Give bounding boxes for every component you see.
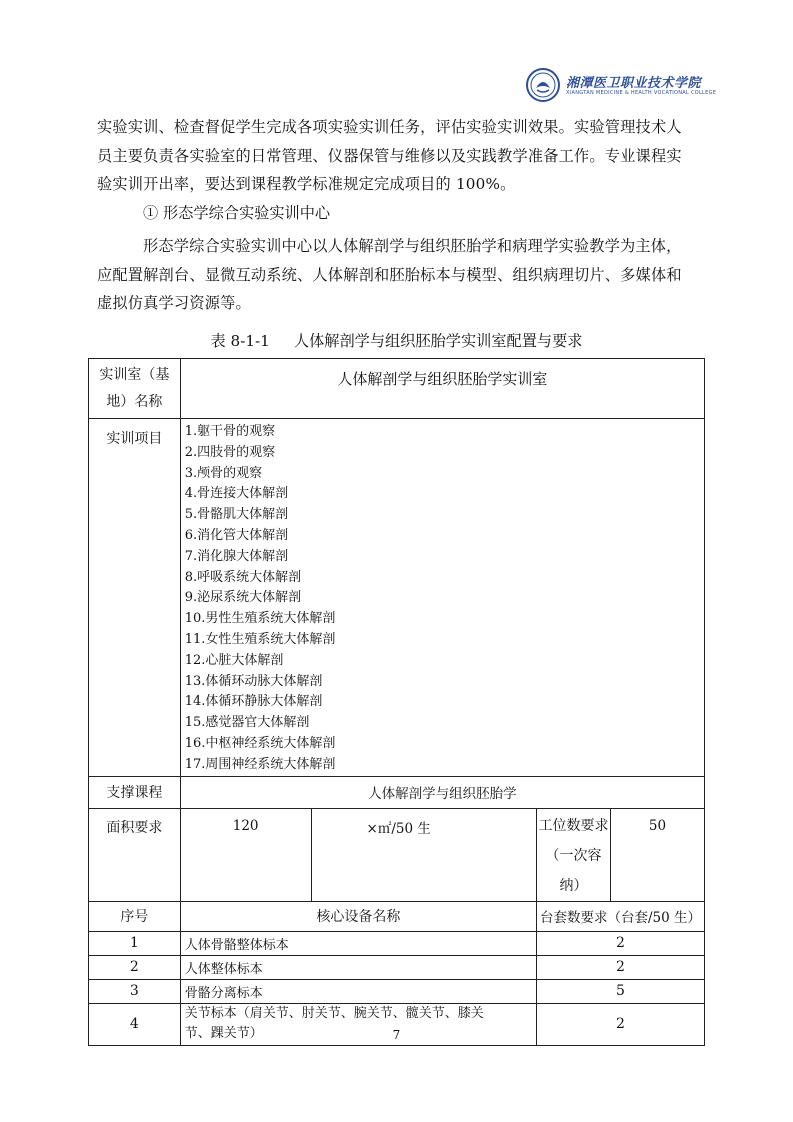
col-count-label: 台套数要求（台套/50 生） [539,910,701,927]
support-course-cell [180,776,704,808]
count-cell: 2 [536,931,704,955]
support-label: 支撑课程 [106,785,163,802]
station-label-line: 工位数要求 [538,817,609,834]
project-item: 4.骨连接大体解剖 [184,486,289,502]
table-row [89,955,705,979]
project-item: 16.中枢神经系统大体解剖 [184,735,336,751]
project-item: 15.感觉器官大体解剖 [184,715,310,731]
logo-subtext: XIANGTAN MEDICINE & HEALTH VOCATIONAL COLLEGE [566,90,717,96]
college-emblem-icon [526,68,560,102]
project-item: 12.心脏大体解剖 [184,652,284,668]
project-item: 5.骨骼肌大体解剖 [184,507,289,523]
area-label: 面积要求 [106,819,163,836]
count-cell: 5 [536,979,704,1003]
seq-cell: 1 [89,931,181,955]
support-course: 人体解剖学与组织胚胎学 [368,786,517,803]
seq-cell: 3 [89,979,181,1003]
col-equipment-header [180,901,536,931]
equipment-name-cell: 骨骼分离标本 [180,979,536,1003]
seq-cell: 4 [89,1003,181,1045]
equipment-name-cell: 人体整体标本 [180,955,536,979]
project-item: 6.消化管大体解剖 [184,527,289,543]
college-logo [526,68,717,104]
project-item: 17.周围神经系统大体解剖 [184,756,336,772]
table-row [89,931,705,955]
page-number: 7 [392,1028,401,1042]
project-item: 8.呼吸系统大体解剖 [184,569,302,585]
table-caption: 表 8-1-1 人体解剖学与组织胚胎学实训室配置与要求 [210,332,583,350]
project-item: 13.体循环动脉大体解剖 [184,673,323,689]
intro-paragraph [97,113,697,199]
equipment-name-cell: 人体骨骼整体标本 [180,931,536,955]
section-paragraph [97,232,697,318]
area-label-cell [89,808,181,901]
room-name: 人体解剖学与组织胚胎学实训室 [337,370,548,388]
col-seq-header [89,901,181,931]
col-count-header [536,901,704,931]
paragraph-line: 虚拟仿真学习资源等。 [97,294,251,312]
lab-config-table [88,358,705,1046]
project-item: 3.颅骨的观察 [184,465,263,481]
area-unit-cell [311,808,536,901]
projects-label-cell [89,419,181,777]
section-title: ① 形态学综合实验实训中心 [143,204,331,222]
equipment-name-line: 关节标本（肩关节、肘关节、腕关节、髋关节、膝关 [184,1006,484,1022]
room-label-cell [89,359,181,419]
count-cell: 2 [536,955,704,979]
projects-list-cell [180,419,704,777]
project-item: 10.男性生殖系统大体解剖 [184,611,336,627]
project-item: 14.体循环静脉大体解剖 [184,694,323,710]
area-value-cell [180,808,311,901]
seq-cell: 2 [89,955,181,979]
project-item: 1.躯干骨的观察 [184,424,276,439]
equipment-name-line: 节、踝关节） [184,1026,263,1042]
col-seq-label: 序号 [120,909,149,926]
station-value-cell [610,808,704,901]
station-label-cell [536,808,610,901]
col-equipment-label: 核心设备名称 [316,909,401,926]
paragraph-line: 实验实训、检查督促学生完成各项实验实训任务，评估实验实训效果。实验管理技术人 [97,118,682,136]
room-label-line: 实训室（基 [99,367,170,383]
project-item: 9.泌尿系统大体解剖 [184,590,302,606]
station-label-line: （一次容纳） [545,847,602,894]
logo-text: 湘潭医卫职业技术学院 [566,76,702,91]
paragraph-line: 验实训开出率，要达到课程教学标准规定完成项目的 100%。 [97,175,516,193]
station-value: 50 [648,817,667,834]
room-name-cell [180,359,704,419]
paragraph-line: 应配置解剖台、显微互动系统、人体解剖和胚胎标本与模型、组织病理切片、多媒体和 [97,265,682,284]
project-item: 7.消化腺大体解剖 [184,548,289,564]
area-value: 120 [232,817,259,834]
paragraph-line: 形态学综合实验实训中心以人体解剖学与组织胚胎学和病理学实验教学为主体， [143,237,682,255]
area-unit: ×㎡/50 生 [366,820,431,837]
count-cell: 2 [536,1003,704,1045]
projects-label: 实训项目 [106,431,163,447]
project-item: 2.四肢骨的观察 [184,444,276,460]
table-row [89,979,705,1003]
project-item: 11.女性生殖系统大体解剖 [184,631,336,647]
paragraph-line: 员主要负责各实验室的日常管理、仪器保管与维修以及实践教学准备工作。专业课程实 [97,146,682,165]
room-label-line: 地）名称 [106,394,163,410]
support-label-cell [89,776,181,808]
